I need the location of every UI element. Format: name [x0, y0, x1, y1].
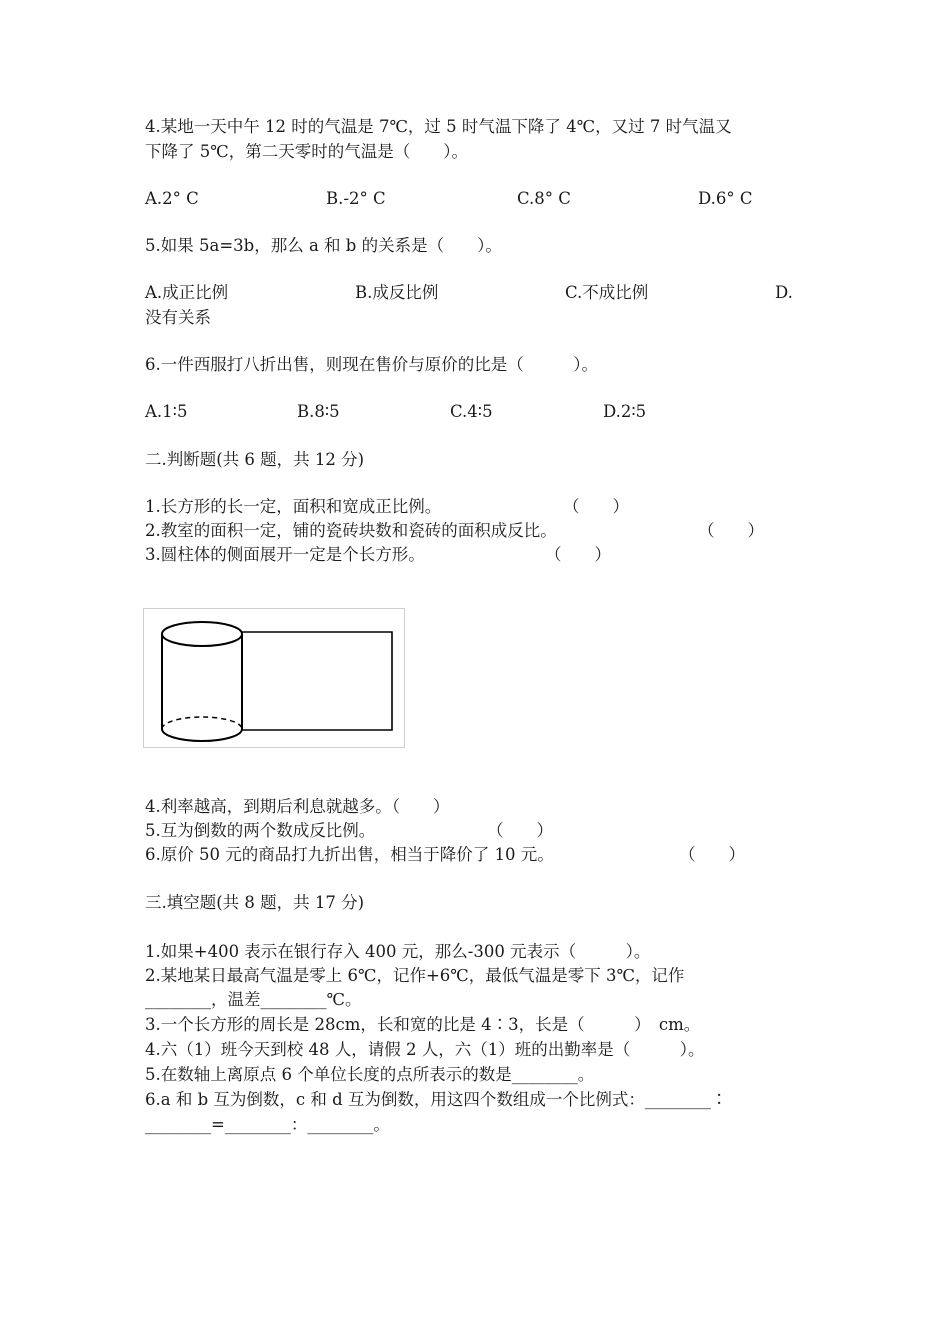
fill-line-2: 2.某地某日最高气温是零上 6℃，记作+6℃，最低气温是零下 3℃，记作 [145, 966, 685, 985]
cylinder-top-ellipse [162, 622, 242, 646]
fill-line-3: 3.一个长方形的周长是 28cm，长和宽的比是 4∶3，长是（ ） cm。 [145, 1015, 701, 1034]
tf-item-6: 6.原价 50 元的商品打九折出售，相当于降价了 10 元。 [145, 845, 554, 864]
section2-heading: 二.判断题(共 6 题，共 12 分) [145, 450, 365, 469]
tf-item-3-blank[interactable]: （ ） [545, 545, 611, 564]
q4-option-b: B.-2° C [326, 189, 386, 208]
tf-item-6-blank[interactable]: （ ） [679, 845, 745, 864]
q5-option-a: A.成正比例 [145, 283, 229, 302]
fill-line-5: 5.在数轴上离原点 6 个单位长度的点所表示的数是________。 [145, 1065, 595, 1084]
cylinder-diagram [144, 609, 406, 749]
q6-stem: 6.一件西服打八折出售，则现在售价与原价的比是（ ）。 [145, 355, 598, 374]
q5-stem: 5.如果 5a=3b，那么 a 和 b 的关系是（ ）。 [145, 236, 502, 255]
tf-item-1-blank[interactable]: （ ） [563, 497, 629, 516]
fill-line-1: 1.如果+400 表示在银行存入 400 元，那么-300 元表示（ ）。 [145, 942, 651, 961]
cylinder-unrolled-figure [143, 608, 405, 748]
q6-option-d: D.2∶5 [603, 402, 647, 421]
tf-item-2-blank[interactable]: （ ） [698, 521, 764, 540]
tf-item-2: 2.教室的面积一定，铺的瓷砖块数和瓷砖的面积成反比。 [145, 521, 557, 540]
fill-line-6: 6.a 和 b 互为倒数，c 和 d 互为倒数，用这四个数组成一个比例式：________∶ [145, 1090, 728, 1109]
cylinder-bottom-edge [162, 729, 242, 741]
q4-stem-line1: 4.某地一天中午 12 时的气温是 7℃，过 5 时气温下降了 4℃，又过 7 时气温又 [145, 117, 732, 136]
fill-line-2-cont: ________，温差________℃。 [145, 990, 362, 1009]
unrolled-rectangle [242, 632, 392, 730]
q4-option-d: D.6° C [698, 189, 753, 208]
q5-option-d: D. [775, 283, 793, 302]
q4-option-a: A.2° C [145, 189, 199, 208]
tf-item-5: 5.互为倒数的两个数成反比例。 [145, 821, 376, 840]
q6-option-b: B.8∶5 [297, 402, 340, 421]
cylinder-bottom-hidden-edge [162, 717, 242, 729]
q5-option-d-wrap: 没有关系 [145, 308, 211, 327]
q5-option-c: C.不成比例 [565, 283, 649, 302]
fill-line-6-cont: ________=________：________。 [145, 1115, 390, 1134]
q5-option-b: B.成反比例 [355, 283, 439, 302]
fill-line-4: 4.六（1）班今天到校 48 人，请假 2 人，六（1）班的出勤率是（ ）。 [145, 1040, 705, 1059]
q4-option-c: C.8° C [517, 189, 571, 208]
section3-heading: 三.填空题(共 8 题，共 17 分) [145, 893, 365, 912]
q6-option-a: A.1∶5 [145, 402, 188, 421]
tf-item-4: 4.利率越高，到期后利息就越多。（ ） [145, 797, 450, 816]
tf-item-5-blank[interactable]: （ ） [487, 821, 553, 840]
q6-option-c: C.4∶5 [450, 402, 493, 421]
tf-item-1: 1.长方形的长一定，面积和宽成正比例。 [145, 497, 442, 516]
q4-stem-line2: 下降了 5℃，第二天零时的气温是（ ）。 [145, 142, 468, 161]
tf-item-3: 3.圆柱体的侧面展开一定是个长方形。 [145, 545, 425, 564]
